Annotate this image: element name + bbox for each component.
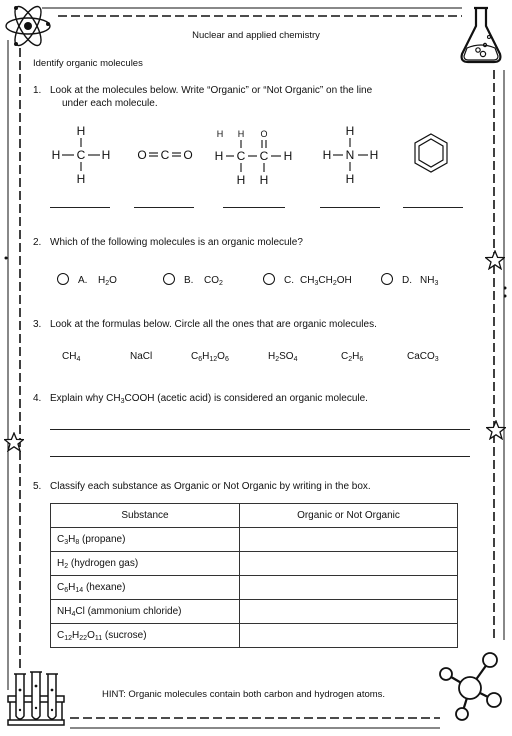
- option-b-letter: B.: [184, 275, 194, 286]
- section-title: Identify organic molecules: [33, 58, 143, 69]
- star-icon: [485, 250, 505, 270]
- atom-label: O: [137, 148, 147, 162]
- answer-line-1[interactable]: [50, 207, 110, 208]
- molecule-model-icon: [436, 648, 506, 728]
- q5-text: Classify each substance as Organic or Not Organic by writing in the box.: [50, 481, 371, 492]
- atom-label: H: [216, 129, 224, 139]
- option-a-letter: A.: [78, 275, 88, 286]
- atom-label: C: [236, 149, 246, 163]
- substance-cell: $C_{12}H_{22}O_{11}$ (sucrose): [51, 624, 240, 648]
- q4-number: 4.: [33, 393, 42, 404]
- page-header-title: Nuclear and applied chemistry: [192, 30, 320, 41]
- table-row: [51, 624, 458, 648]
- answer-line-3[interactable]: [223, 207, 285, 208]
- answer-line-4[interactable]: [320, 207, 380, 208]
- acetaldehyde-structure: [212, 128, 296, 189]
- table-row: [51, 552, 458, 576]
- option-a-formula: $H_2O$: [98, 275, 117, 287]
- table-header-classification: Organic or Not Organic: [240, 504, 458, 528]
- atom-label: C: [76, 148, 86, 162]
- atom-label: H: [345, 172, 355, 186]
- atom-label: H: [322, 148, 332, 162]
- formula-nacl[interactable]: NaCl: [130, 351, 153, 362]
- answer-line-2[interactable]: [134, 207, 194, 208]
- atom-label: C: [259, 149, 269, 163]
- q5-number: 5.: [33, 481, 42, 492]
- answer-line-5[interactable]: [403, 207, 463, 208]
- option-d-radio[interactable]: [381, 273, 393, 285]
- q4-answer-line-2[interactable]: [50, 456, 470, 457]
- atom-label: H: [76, 124, 86, 138]
- substance-cell: $C_3H_8$ (propane): [51, 528, 240, 552]
- atom-label: H: [51, 148, 61, 162]
- option-d-letter: D.: [402, 275, 412, 286]
- co2-structure: [136, 145, 194, 166]
- table-header-substance: Substance: [51, 504, 240, 528]
- atom-label: O: [260, 129, 268, 139]
- q2-text: Which of the following molecules is an organic molecule?: [50, 237, 303, 248]
- atom-label: H: [101, 148, 111, 162]
- option-d-formula: $NH_3$: [420, 275, 439, 287]
- atom-label: H: [283, 149, 293, 163]
- option-c-formula: $CH_3CH_2OH$: [300, 275, 352, 287]
- table-row: [51, 528, 458, 552]
- atom-label: N: [345, 148, 355, 162]
- table-row: [51, 600, 458, 624]
- answer-cell[interactable]: [240, 552, 458, 576]
- classification-table: [50, 503, 458, 648]
- atom-label: H: [76, 172, 86, 186]
- atom-label: H: [259, 173, 269, 187]
- atom-label: H: [214, 149, 224, 163]
- q3-text: Look at the formulas below. Circle all the ones that are organic molecules.: [50, 319, 377, 330]
- substance-cell: $H_2$ (hydrogen gas): [51, 552, 240, 576]
- option-c-letter: C.: [284, 275, 294, 286]
- answer-cell[interactable]: [240, 528, 458, 552]
- atom-label: H: [236, 173, 246, 187]
- answer-cell[interactable]: [240, 600, 458, 624]
- option-b-radio[interactable]: [163, 273, 175, 285]
- formula-c6h12o6[interactable]: $C_6H_{12}O_6$: [191, 351, 229, 363]
- formula-caco3[interactable]: CaCO$_3$: [407, 351, 439, 363]
- q3-number: 3.: [33, 319, 42, 330]
- nitrogen-structure: [321, 122, 381, 187]
- q1-text-line1: Look at the molecules below. Write “Organic” or “Not Organic” on the line: [50, 85, 373, 96]
- hint-text: HINT: Organic molecules contain both carbon and hydrogen atoms.: [102, 689, 386, 700]
- substance-cell: $C_6H_{14}$ (hexane): [51, 576, 240, 600]
- atom-icon: [2, 2, 54, 50]
- q1-number: 1.: [33, 85, 42, 96]
- methane-structure: [50, 122, 112, 187]
- substance-cell: $NH_4Cl$ (ammonium chloride): [51, 600, 240, 624]
- table-row: [51, 576, 458, 600]
- star-icon: [486, 420, 506, 440]
- atom-label: O: [183, 148, 193, 162]
- q1-text-line2: under each molecule.: [62, 98, 158, 109]
- atom-label: C: [160, 148, 170, 162]
- q2-number: 2.: [33, 237, 42, 248]
- option-c-radio[interactable]: [263, 273, 275, 285]
- test-tube-rack-icon: [6, 668, 68, 728]
- atom-label: H: [369, 148, 379, 162]
- formula-c2h6[interactable]: $C_2H_6$: [341, 351, 364, 363]
- atom-label: H: [237, 129, 245, 139]
- option-a-radio[interactable]: [57, 273, 69, 285]
- answer-cell[interactable]: [240, 624, 458, 648]
- answer-cell[interactable]: [240, 576, 458, 600]
- atom-label: H: [345, 124, 355, 138]
- benzene-ring-icon: [412, 132, 450, 174]
- formula-ch4[interactable]: $CH_4$: [62, 351, 81, 363]
- option-b-formula: $CO_2$: [204, 275, 223, 287]
- formula-h2so4[interactable]: $H_2SO_4$: [268, 351, 298, 363]
- star-icon: [4, 432, 24, 452]
- q4-answer-line-1[interactable]: [50, 429, 470, 430]
- q4-text: Explain why $CH_3COOH$ (acetic acid) is considered an organic molecule.: [50, 393, 368, 405]
